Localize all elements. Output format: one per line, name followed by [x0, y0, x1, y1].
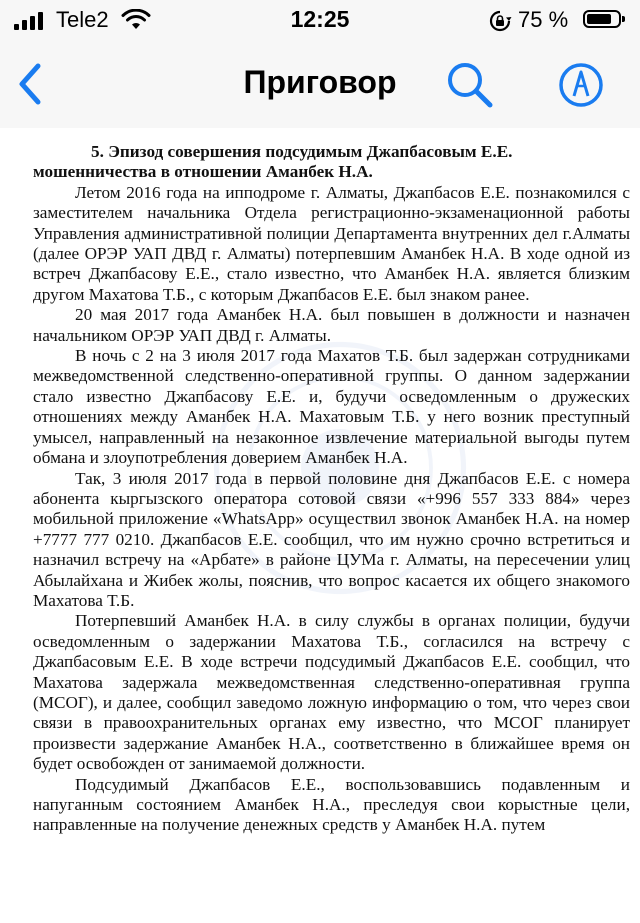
- episode-heading-line1: 5. Эпизод совершения подсудимым Джапбасовым Е.Е.: [91, 142, 513, 161]
- battery-icon: [583, 10, 621, 28]
- document-view[interactable]: [0, 128, 640, 923]
- battery-percentage: 75 %: [518, 7, 569, 32]
- status-time: 12:25: [290, 6, 350, 32]
- paragraph: Летом 2016 года на ипподроме г. Алматы, Джапбасов Е.Е. познакомился с заместителем начальника Отдела регистрационно-экзаменационной работы Управления административной полиции Департамента внутренних дел г.Алматы (далее ОРЭР УАП ДВД г. Алматы) потерпевшим Аманбек Н.А. В ходе одной из встреч Джапбасову Е.Е., стало известно, что Аманбек Н.А. является близким другом Махатова Т.Б., с которым Джапбасов Е.Е. был знаком ранее.: [33, 182, 630, 304]
- rotation-lock-icon: [488, 10, 512, 32]
- carrier-name: Tele2: [56, 7, 109, 32]
- navigation-bar: [0, 42, 640, 129]
- episode-heading-line2: мошенничества в отношении Аманбек Н.А.: [33, 162, 373, 182]
- episode-heading: [33, 142, 630, 183]
- paragraph: 20 мая 2017 года Аманбек Н.А. был повышен в должности и назначен начальником ОРЭР УАП ДВД г. Алматы.: [33, 305, 630, 345]
- paragraph: В ночь с 2 на 3 июля 2017 года Махатов Т.Б. был задержан сотрудниками межведомственной следственно-оперативной группы. О данном задержании стало известно Джапбасову Е.Е. и, будучи осведомленным о дружеских отношениях между Аманбек Н.А. Махатовым Т.Б. у него возник преступный умысел, направленный на незаконное извлечение материальной выгоды путем обмана и злоупотребления доверием Аманбек Н.А.: [33, 346, 630, 468]
- search-icon[interactable]: [445, 60, 495, 110]
- document-text: [33, 142, 630, 836]
- status-bar: [0, 0, 640, 42]
- markup-icon[interactable]: [558, 62, 604, 108]
- paragraph: Так, 3 июля 2017 года в первой половине дня Джапбасов Е.Е. с номера абонента кыргызского оператора сотовой связи «+996 557 333 884» через мобильной приложение «WhatsApp» осуществил звонок Аманбек Н.А. на номер +7777 777 0210. Джапбасов Е.Е. сообщил, что им нужно срочно встретиться и назначил встречу на «Арбате» в районе ЦУМа г. Алматы, на пересечении улиц Абылайхана и Жибек жолы, пояснив, что вопрос касается их общего знакомого Махатова Т.Б.: [33, 468, 630, 610]
- paragraph: Подсудимый Джапбасов Е.Е., воспользовавшись подавленным и напуганным состоянием Аманбек Н.А., преследуя свои корыстные цели, направленные на получение денежных средств у Аманбек Н.А. путем: [33, 774, 630, 835]
- paragraph: Потерпевший Аманбек Н.А. в силу службы в органах полиции, будучи осведомленным о задержании Махатова Т.Б., согласился на встречу с Джапбасовым Е.Е. В ходе встречи подсудимый Джапбасов Е.Е. сообщил, что Махатова задержала межведомственная следственно-оперативная группа (МСОГ), и далее, сообщил заведомо ложную информацию о том, что через свои связи в правоохранительных органах ему известно, что МСОГ планирует произвести задержание Аманбек Н.А., соответственно в ближайшее время он будет освобожден от занимаемой должности.: [33, 611, 630, 774]
- page-title: Приговор: [243, 64, 397, 100]
- chevron-left-icon[interactable]: [14, 62, 44, 106]
